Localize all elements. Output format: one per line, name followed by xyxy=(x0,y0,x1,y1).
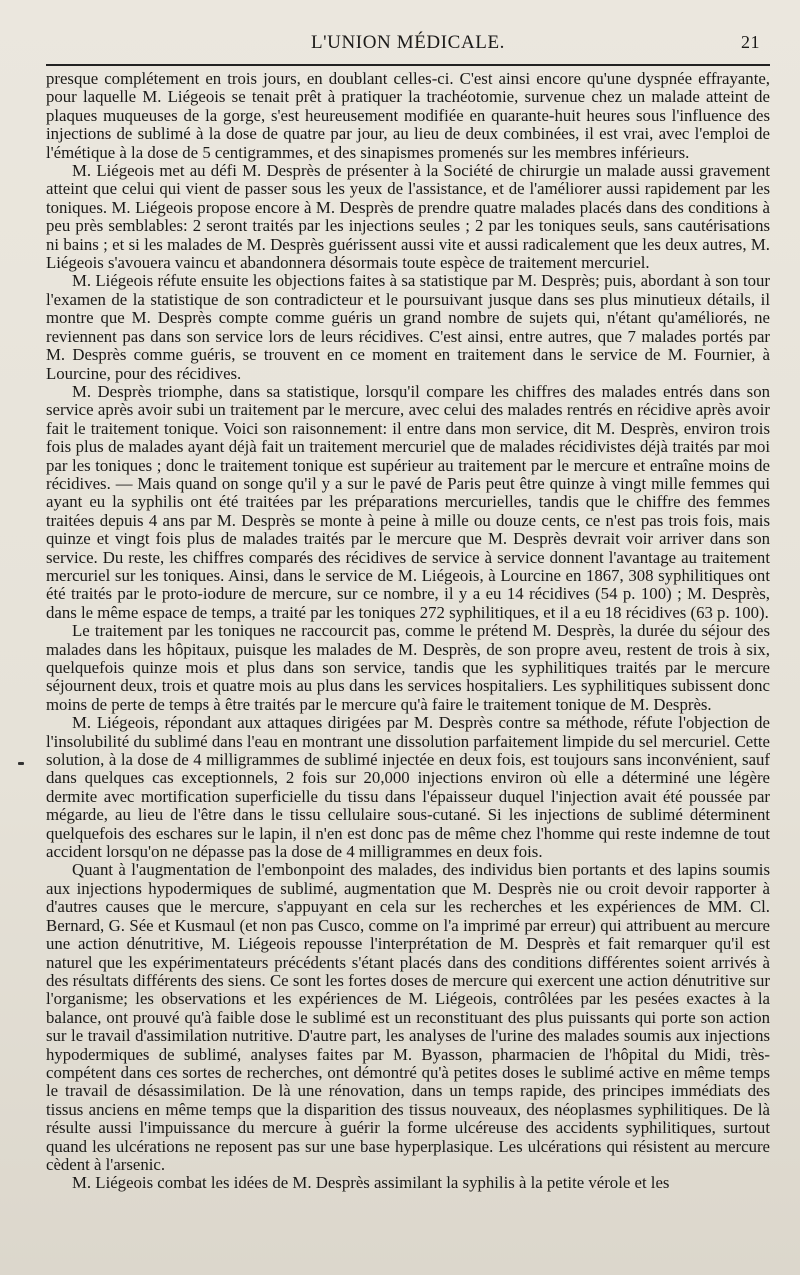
paragraph-3: M. Liégeois réfute ensuite les objections faites à sa statistique par M. Desprès; puis, abordant à son tour l'examen de la statistique de son contradicteur et le poursuivant jusque dans ses plus minutieux détails, il montre que M. Desprès compte comme guéris un grand nombre de sujets qui, n'étant qu'améliorés, ne reviennent pas dans son service lors de leurs récidives. C'est ainsi, entre autres, que 7 malades portés par M. Desprès comme guéris, se trouvent en ce moment en traitement dans le service de M. Fournier, à Lourcine, pour des récidives. xyxy=(46,271,770,383)
margin-mark xyxy=(18,762,24,765)
paragraph-4: M. Desprès triomphe, dans sa statistique, lorsqu'il compare les chiffres des malades entrés dans son service après avoir subi un traitement par le mercure, avec celui des malades rentrés en récidive après avoir fait le traitement tonique. Voici son raisonnement: il entre dans mon service, dit M. Desprès, environ trois fois plus de malades ayant déjà fait un traitement mercuriel que de malades récidivistes déjà traités par moi par les toniques ; donc le traitement tonique est supérieur au traitement par le mercure et entraîne moins de récidives. — Mais quand on songe qu'il y a sur le pavé de Paris peut être quinze à vingt mille femmes qui ayant eu la syphilis ont été traitées par les préparations mercurielles, tandis que le chiffre des femmes traitées depuis 4 ans par M. Desprès se monte à peine à mille ou douze cents, ce n'est pas trois fois, mais quinze et vingt fois plus de malades traités par le mercure que M. Desprès devrait voir arriver dans son service. Du reste, les chiffres comparés des récidives de service à service donnent l'avantage au traitement mercuriel sur les toniques. Ainsi, dans le service de M. Liégeois, à Lourcine en 1867, 308 syphilitiques ont été traités par le proto-iodure de mercure, sur ce nombre, il y a eu 14 récidives (54 p. 100) ; M. Desprès, dans le même espace de temps, a traité par les toniques 272 syphilitiques, et il a eu 18 récidives (63 p. 100). xyxy=(46,381,770,622)
paragraph-7: Quant à l'augmentation de l'embonpoint des malades, des individus bien portants et des lapins soumis aux injections hypodermiques de sublimé, augmentation que M. Desprès nie ou croit devoir rapporter à d'autres causes que le mercure, s'appuyant en cela sur les recherches et les expériences de MM. Cl. Bernard, G. Sée et Kusmaul (et non pas Cusco, comme on l'a imprimé par erreur) qui attribuent au mercure une action dénutritive, M. Liégeois repousse l'interprétation de M. Desprès et fait remarquer qu'il est naturel que les expérimentateurs précédents s'étant placés dans des conditions différentes soient arrivés à des résultats différents des siens. Ce sont les fortes doses de mercure qui exercent une action dénutritive sur l'organisme; les observations et les expériences de M. Liégeois, contrôlées par les pesées exactes à la balance, ont prouvé qu'à faible dose le sublimé est un reconstituant des plus puissants qui porte son action sur le travail d'assimilation nutritive. D'autre part, les analyses de l'urine des malades soumis aux injections hypodermiques de sublimé, analyses faites par M. Byasson, pharmacien de l'hôpital du Midi, très-compétent dans ces sortes de recherches, ont démontré qu'à petites doses le sublimé active en même temps le travail de désassimilation. De là une rénovation, dans un temps rapide, des principes immédiats des tissus anciens en même temps que la disparition des tissus nouveaux, des néoplasmes syphilitiques. De là résulte aussi l'impuissance du mercure à guérir la forme ulcéreuse des accidents syphilitiques, surtout quand les ulcérations ne reposent pas sur une base hyperplasique. Les ulcérations qui résistent au mercure cèdent à l'arsenic. xyxy=(46,860,770,1174)
paragraph-2: M. Liégeois met au défi M. Desprès de présenter à la Société de chirurgie un malade aussi gravement atteint que celui qui vient de passer sous les yeux de l'assistance, et de l'améliorer aussi rapidement par les toniques. M. Liégeois propose encore à M. Desprès de prendre quatre malades placés dans des conditions à peu près semblables: 2 seront traités par les injections seules ; 2 par les toniques seuls, sans cautérisations ni bains ; et si les malades de M. Desprès guérissent aussi vite et aussi radicalement que les deux autres, M. Liégeois s'avouera vaincu et abandonnera désormais toute espèce de traitement mercuriel. xyxy=(46,161,770,273)
paragraph-6: M. Liégeois, répondant aux attaques dirigées par M. Desprès contre sa méthode, réfute l'objection de l'insolubilité du sublimé dans l'eau en montrant une dissolution parfaitement limpide du sel mercuriel. Cette solution, à la dose de 4 milligrammes de sublimé injectée en deux fois, est toujours sans inconvénient, sauf dans quelques cas exceptionnels, 2 fois sur 20,000 injections environ où elle a déterminé une légère dermite avec mortification superficielle du tissu dans l'épaisseur duquel l'injection avait été poussée par mégarde, au lieu de l'être dans le tissu cellulaire sous-cutané. Si les injections de sublimé déterminent quelquefois des eschares sur le lapin, il n'en est donc pas de même chez l'homme qui reste indemne de tout accident lorsqu'on ne dépasse pas la dose de 4 milligrammes en deux fois. xyxy=(46,713,770,862)
running-head xyxy=(46,28,770,54)
paragraph-5: Le traitement par les toniques ne raccourcit pas, comme le prétend M. Desprès, la durée du séjour des malades dans les hôpitaux, puisque les malades de M. Desprès, de son propre aveu, restent de trois à six, quelquefois quinze mois et plus dans son service, tandis que les syphilitiques traités par le mercure séjournent deux, trois et quatre mois au plus dans les services hospitaliers. Les syphilitiques subissent donc moins de perte de temps à être traités par le mercure qu'à faire le traitement tonique de M. Desprès. xyxy=(46,621,770,714)
header-rule xyxy=(46,64,770,66)
running-title: L'UNION MÉDICALE. xyxy=(310,32,506,53)
page-number: 21 xyxy=(741,32,760,52)
article-body xyxy=(46,70,770,1193)
paragraph-8: M. Liégeois combat les idées de M. Desprès assimilant la syphilis à la petite vérole et les xyxy=(72,1173,670,1193)
paragraph-1: presque complétement en trois jours, en doublant celles-ci. C'est ainsi encore qu'une dyspnée effrayante, pour laquelle M. Liégeois se tenait prêt à pratiquer la trachéotomie, survenue chez un malade atteint de plaques muqueuses de la gorge, s'est heureusement modifiée en quarante-huit heures sous l'influence des injections de sublimé à la dose de quatre par jour, au lieu de deux combinées, il est vrai, avec l'emploi de l'émétique à la dose de 5 centigrammes, et des sinapismes promenés sur les membres inférieurs. xyxy=(46,69,770,162)
